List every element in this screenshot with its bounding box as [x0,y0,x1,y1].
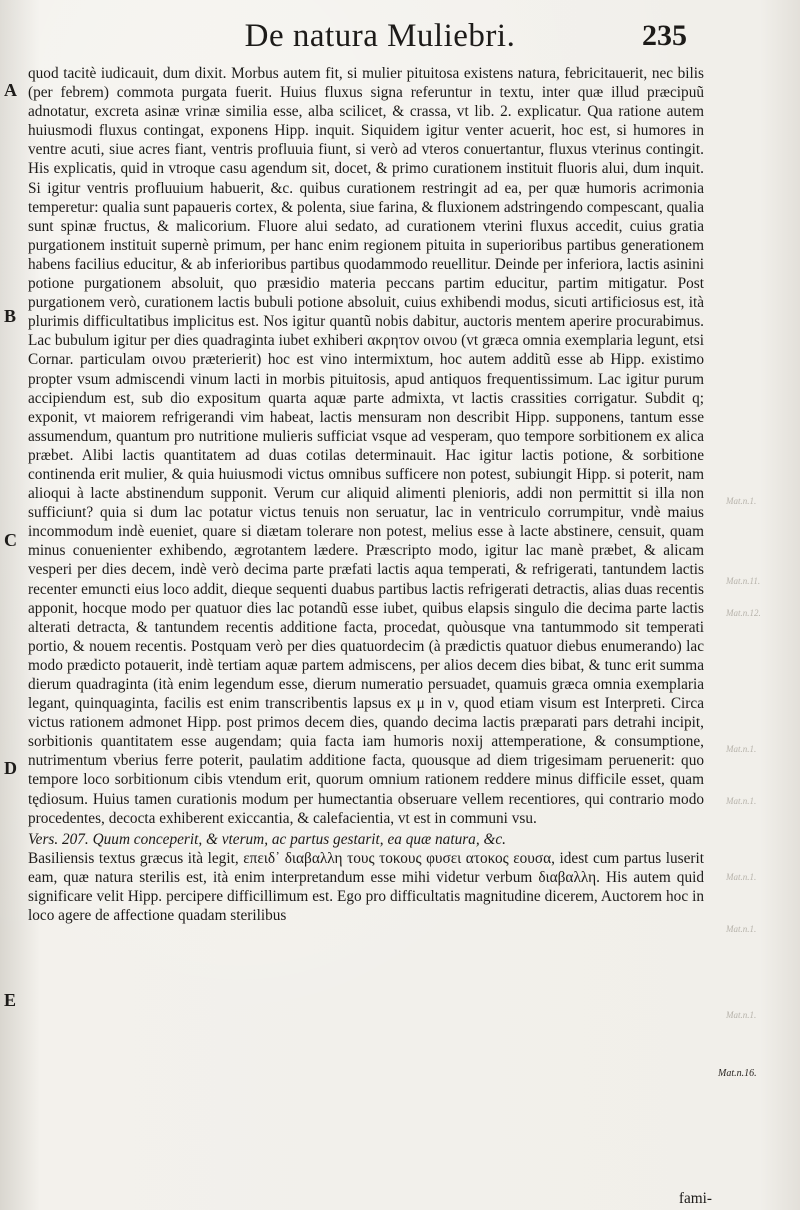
catchword: fami- [678,1190,712,1207]
section-letter-d: D [4,758,17,778]
verse-text: Quum conceperit, & vterum, ac partus gestarit, ea quæ natura, &c. [92,830,506,848]
section-letter-a: A [4,80,17,100]
section-letter-c: C [4,530,17,550]
bleed-through-note: Mat.n.1. [726,924,757,934]
main-text [28,64,704,925]
bleed-through-note: Mat.n.11. [726,576,761,586]
margin-reference: Mat.n.16. [718,1068,757,1079]
page-title: De natura Muliebri. [244,18,516,54]
verse-number: Vers. 207. [28,830,89,848]
bleed-through-note: Mat.n.12. [726,608,761,618]
bleed-through-note: Mat.n.1. [726,496,757,506]
section-letter-b: B [4,306,17,326]
page-number: 235 [642,19,687,52]
bleed-through-note: Mat.n.1. [726,796,757,806]
bleed-through-note: Mat.n.1. [726,1010,757,1020]
section-letter-e: E [4,990,17,1010]
bleed-through-note: Mat.n.1. [726,872,757,882]
commentary-paragraph: quod tacitè iudicauit, dum dixit. Morbus autem fit, si mulier pituitosa existens natura, febricitauerit, nec bilis (per febrem) commota purgata fuerit. Huius fluxus signa referuntur in textu, inter quæ illud præcipuũ adnotatur, excreta asinæ vrinæ similia esse, alba scilicet, & crassa, vt lib. 2. explicatur. Qua ratione autem huiusmodi fluxus contingat, exponens Hipp. inquit. Siquidem igitur venter acuerit, hoc est, si humores in ventre acuti, siue acres fiant, ventris profluuia fiunt, si verò ad vteros conuertantur, fluxus vterinus contingit. His explicatis, quid in vtroque casu agendum sit, docet, & primo curationem instituit fluoris alui, dum inquit. Si igitur ventris profluuium habuerit, &c. quibus curationem restringit ad ea, per quæ humoris acrimonia temperetur: qualia sunt papaueris cortex, & polenta, siue farina, & fluxionem adstringendo compescant, qualia sunt spinæ fructus, & malicorium. Fluore alui sedato, ad curationem vterini fluxus accedit, cuius gratia purgationem instituit supernè primum, per hanc enim regionem pituita in superioribus partibus generationem habens facilius educitur, & ab inferioribus partibus quodammodo reuellitur. Deinde per inferiora, lactis asinini potione purgationem absoluit, quo præsidio materia peccans partim educitur, partim mitigatur. Post purgationem verò, curationem lactis bubuli potione absoluit, cuius exhibendi modus, sicuti artificiosus est, ità plurimis difficultatibus implicitus est. Nos igitur quantũ nobis dabitur, auctoris mentem aperire procurabimus. Lac bubulum igitur per dies quadraginta iubet exhiberi ακρητον οινου (vt græca omnia exemplaria legunt, etsi Cornar. particulam οινου præterierit) hoc est vino intermixtum, hoc autem additũ esse ab Hipp. existimo propter vsum admiscendi vinum lacti in morbis pituitosis, apud antiquos frequentissimum. Lac igitur purum accipiendum est, sub dio expositum quarta aquæ parte admixta, vt lactis crassities corrigatur. Subdit q; exponit, vt maiorem refrigerandi vim habeat, lactis mensuram non describit Hipp. supponens, tantum esse assumendum, quantum pro nutritione mulieris sufficiat vsque ad vesperam, quo tempore sorbitionem ex alica præbet. Alibi lactis quantitatem ad duas cotilas determinauit. Hac igitur lactis potione, & sorbitione continenda erit mulier, & quia huiusmodi victus omnibus sufficere non potest, subiungit Hipp. si poterit, nam alioqui à lacte abstinendum supponit. Verum cur aliquid alimenti plenioris, addi non permittit si illa non sufficiunt? quia si dum lac potatur victus tenuis non seruatur, lac in ventriculo corrumpitur, vndè maius incommodum indè eueniet, quare si diætam tolerare non potest, melius esse à lacte abstinere, censuit, quam minus conuenienter exhibendo, ægrotantem lædere. Præscripto modo, igitur lac manè præbet, & alicam vesperi per dies decem, indè verò decima parte præfati lactis aqua temperati, & refrigerati, tantundem lactis recenter emuncti eius loco addit, dieque sequenti duabus partibus lactis refrigerati detractis, alias duas recentis apponit, hocque modo per quatuor dies lac potandũ esse iubet, quibus elapsis singulo die decima parte lactis alterati detracta, & tantundem recentis additione facta, procedat, quòusque vna tantummodo sit temperati portio, & nouem recentis. Postquam verò per dies quatuordecim (à prædictis quatuor diebus enumerando) lac modo prædicto potauerit, indè tertiam aquæ partem admiscens, per alios decem dies bibat, & tunc erit summa dierum quadraginta (ità enim legendum esse, dierum numeratio persuadet, quamuis græca omnia exemplaria legant, quinquaginta, facilis est enim transcribentis lapsus ex μ in ν, quod etiam visum est Interpreti. Circa victus rationem admonet Hipp. post primos decem dies, quando decima lactis præparati pars detrahi incipit, sorbitionis quantitatem esse augendam; quia facta iam humoris noxij attemperatione, & consumptione, nutrimentum vberius ferre poterit, paulatim additione facta, quousque ad diem trigesimam peruenerit: quo tempore loco sorbitionum cibis vtendum erit, quorum omnium rationem reddere minus difficile esset, quam tędiosum. Huius tamen curationis modum per humectantia obseruare vellem recentiores, qui contrario modo procedentes, decocta exhiberent exiccantia, & calefacientia, vt est in communi vsu. [28,65,704,827]
verse-lemma [28,830,704,849]
closing-paragraph: Basiliensis textus græcus ità legit, επειδ᾽ διαβαλλη τους τοκους φυσει ατοκος εουσα, idest cum partus luserit eam, quæ natura sterilis est, ità enim interpretandum esse mihi videtur verbum διαβαλλη. His autem quid significare velit Hipp. percipere difficillimum est. Ego pro difficultatis magnitudine dicerem, Auctorem hoc in loco agere de affectione quadam sterilibus [28,849,704,925]
bleed-through-note: Mat.n.1. [726,744,757,754]
